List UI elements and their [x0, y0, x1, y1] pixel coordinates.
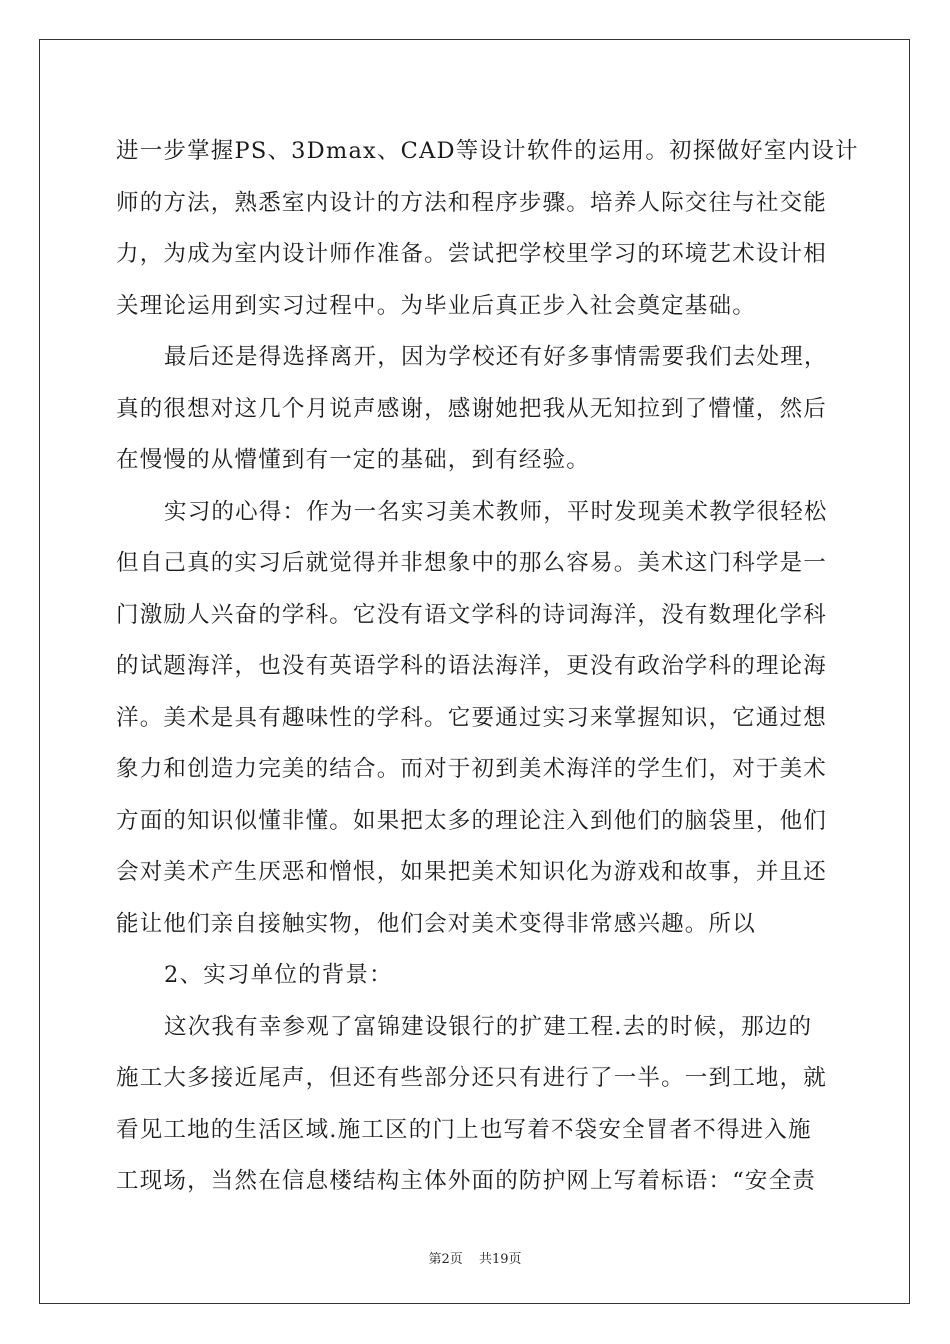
text-line: 的试题海洋，也没有英语学科的语法海洋，更没有政治学科的理论海	[116, 653, 828, 679]
paragraph-start-line: 这次我有幸参观了富锦建设银行的扩建工程.去的时候，那边的	[164, 1013, 813, 1040]
paragraph-start-line: 最后还是得选择离开，因为学校还有好多事情需要我们去处理，	[164, 344, 828, 370]
text-line: 看见工地的生活区域.施工区的门上也写着不袋安全冒者不得进入施	[116, 1116, 812, 1143]
document-body	[116, 126, 859, 1208]
text-line: 施工大多接近尾声，但还有些部分还只有进行了一半。一到工地，就	[116, 1065, 828, 1091]
text-line: 能让他们亲自接触实物，他们会对美术变得非常感兴趣。所以	[116, 910, 756, 937]
text-line: 真的很想对这几个月说声感谢，感谢她把我从无知拉到了懵懂，然后	[116, 395, 828, 422]
paragraph-start-line: 实习的心得：作为一名实习美术教师，平时发现美术教学很轻松	[164, 498, 828, 525]
text-line: 会对美术产生厌恶和憎恨，如果把美术知识化为游戏和故事，并且还	[116, 859, 828, 885]
section-heading: 2、实习单位的背景：	[164, 962, 393, 988]
text-line: 但自己真的实习后就觉得并非想象中的那么容易。美术这门科学是一	[116, 550, 828, 576]
text-line: 师的方法，熟悉室内设计的方法和程序步骤。培养人际交往与社交能	[116, 189, 828, 216]
page-total: 共19页	[478, 1252, 522, 1267]
page-footer	[0, 1248, 950, 1267]
text-line: 方面的知识似懂非懂。如果把太多的理论注入到他们的脑袋里，他们	[116, 807, 828, 834]
text-line: 在慢慢的从懵懂到有一定的基础，到有经验。	[116, 447, 591, 473]
text-line: 进一步掌握PS、3Dmax、CAD等设计软件的运用。初探做好室内设计	[116, 138, 859, 164]
text-line: 力，为成为室内设计师作准备。尝试把学校里学习的环境艺术设计相	[116, 241, 828, 267]
text-line: 门激励人兴奋的学科。它没有语文学科的诗词海洋，没有数理化学科	[116, 601, 828, 628]
text-line: 象力和创造力完美的结合。而对于初到美术海洋的学生们，对于美术	[116, 756, 828, 782]
text-line: 工现场，当然在信息楼结构主体外面的防护网上写着标语：“安全责	[116, 1168, 817, 1194]
text-line: 洋。美术是具有趣味性的学科。它要通过实习来掌握知识，它通过想	[116, 704, 828, 731]
page-number: 第2页	[428, 1252, 463, 1267]
text-line: 关理论运用到实习过程中。为毕业后真正步入社会奠定基础。	[116, 292, 756, 319]
